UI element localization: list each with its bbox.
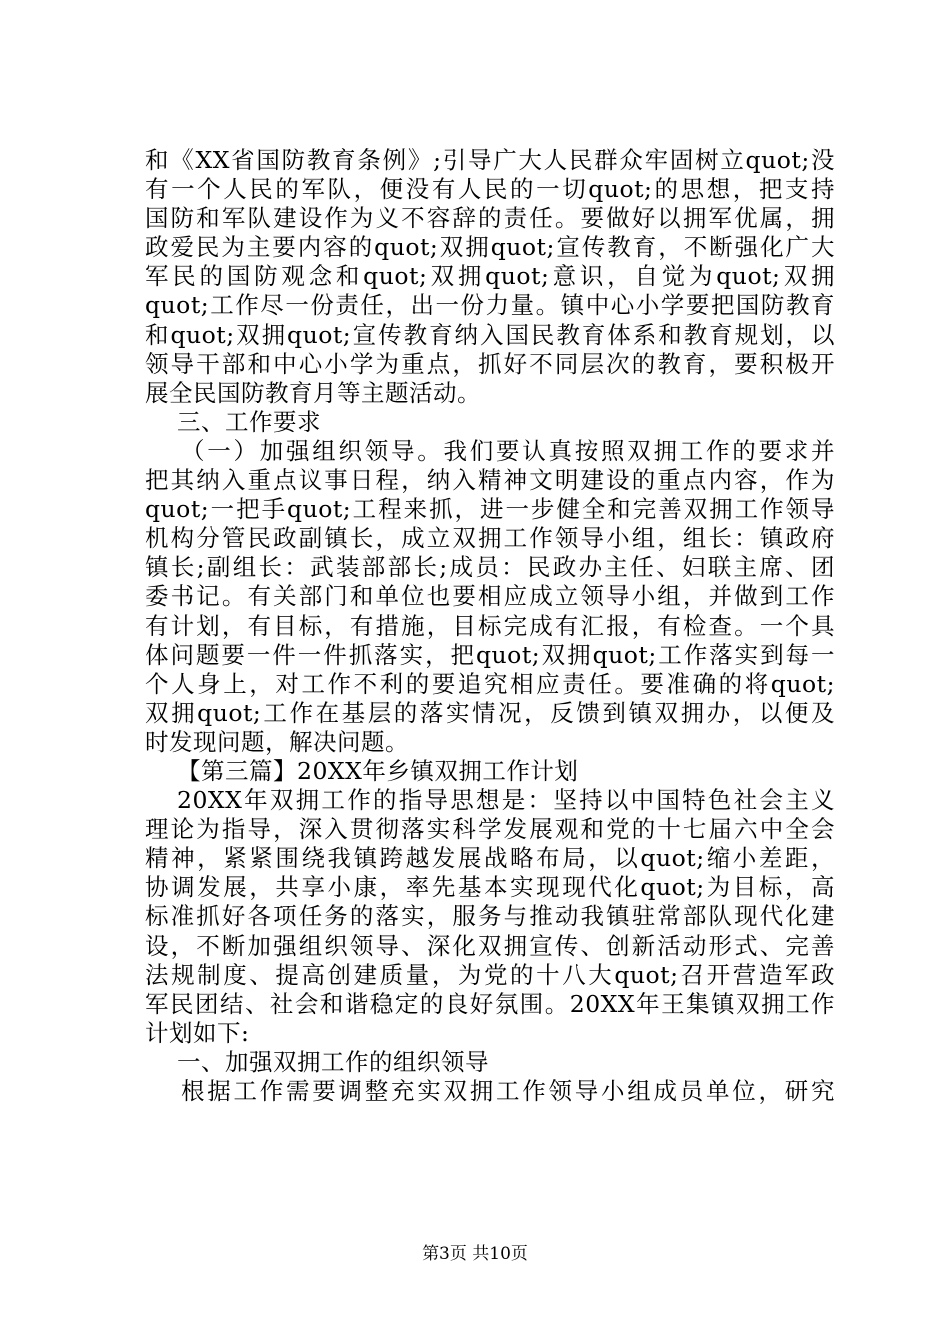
text-line: 领导干部和中心小学为重点，抓好不同层次的教育，要积极开 <box>145 349 835 378</box>
text-line: 理论为指导，深入贯彻落实科学发展观和党的十七届六中全会 <box>145 815 835 844</box>
text-line: 有一个人民的军队，便没有人民的一切quot;的思想，把支持 <box>145 175 835 204</box>
text-line: 标准抓好各项任务的落实，服务与推动我镇驻常部队现代化建 <box>145 902 835 931</box>
article-heading: 【第三篇】20XX年乡镇双拥工作计划 <box>177 756 579 785</box>
text-line: 双拥quot;工作在基层的落实情况，反馈到镇双拥办，以便及 <box>145 698 835 727</box>
document-body <box>145 146 835 1106</box>
text-line: 军民的国防观念和quot;双拥quot;意识，自觉为quot;双拥 <box>145 262 835 291</box>
text-line: 机构分管民政副镇长，成立双拥工作领导小组，组长：镇政府 <box>145 524 835 553</box>
text-line: 把其纳入重点议事日程，纳入精神文明建设的重点内容，作为 <box>145 466 835 495</box>
paragraph-start-line: 20XX年双拥工作的指导思想是：坚持以中国特色社会主义 <box>177 786 835 815</box>
text-line: 和quot;双拥quot;宣传教育纳入国民教育体系和教育规划，以 <box>145 320 835 349</box>
paragraph-start-line: 根据工作需要调整充实双拥工作领导小组成员单位，研究 <box>181 1077 835 1105</box>
text-line: 设，不断加强组织领导、深化双拥宣传、创新活动形式、完善 <box>145 931 835 960</box>
text-line: quot;一把手quot;工程来抓，进一步健全和完善双拥工作领导 <box>145 495 835 524</box>
text-line: quot;工作尽一份责任，出一份力量。镇中心小学要把国防教育 <box>145 291 835 320</box>
page-number-footer: 第3页 共10页 <box>422 1244 528 1264</box>
text-line: 法规制度、提高创建质量，为党的十八大quot;召开营造军政 <box>145 960 835 989</box>
text-line: 国防和军队建设作为义不容辞的责任。要做好以拥军优属，拥 <box>145 204 835 233</box>
section-heading: 一、加强双拥工作的组织领导 <box>177 1047 489 1076</box>
text-line: 个人身上，对工作不利的要追究相应责任。要准确的将quot; <box>145 669 835 698</box>
text-line: 计划如下: <box>145 1018 250 1047</box>
paragraph-start-line: （一）加强组织领导。我们要认真按照双拥工作的要求并 <box>181 436 835 465</box>
text-line: 协调发展，共享小康，率先基本实现现代化quot;为目标，高 <box>145 873 835 902</box>
section-heading: 三、工作要求 <box>177 407 321 436</box>
text-line: 委书记。有关部门和单位也要相应成立领导小组，并做到工作 <box>145 582 835 611</box>
text-line: 有计划，有目标，有措施，目标完成有汇报，有检查。一个具 <box>145 611 835 640</box>
text-line: 展全民国防教育月等主题活动。 <box>145 378 481 407</box>
text-line: 政爱民为主要内容的quot;双拥quot;宣传教育，不断强化广大 <box>145 233 835 262</box>
text-line: 精神，紧紧围绕我镇跨越发展战略布局，以quot;缩小差距， <box>145 844 835 873</box>
text-line: 军民团结、社会和谐稳定的良好氛围。20XX年王集镇双拥工作 <box>145 989 835 1018</box>
text-line: 体问题要一件一件抓落实，把quot;双拥quot;工作落实到每一 <box>145 640 835 669</box>
text-line: 时发现问题，解决问题。 <box>145 727 409 756</box>
text-line: 和《XX省国防教育条例》;引导广大人民群众牢固树立quot;没 <box>145 146 835 174</box>
text-line: 镇长;副组长：武装部部长;成员：民政办主任、妇联主席、团 <box>145 553 835 582</box>
